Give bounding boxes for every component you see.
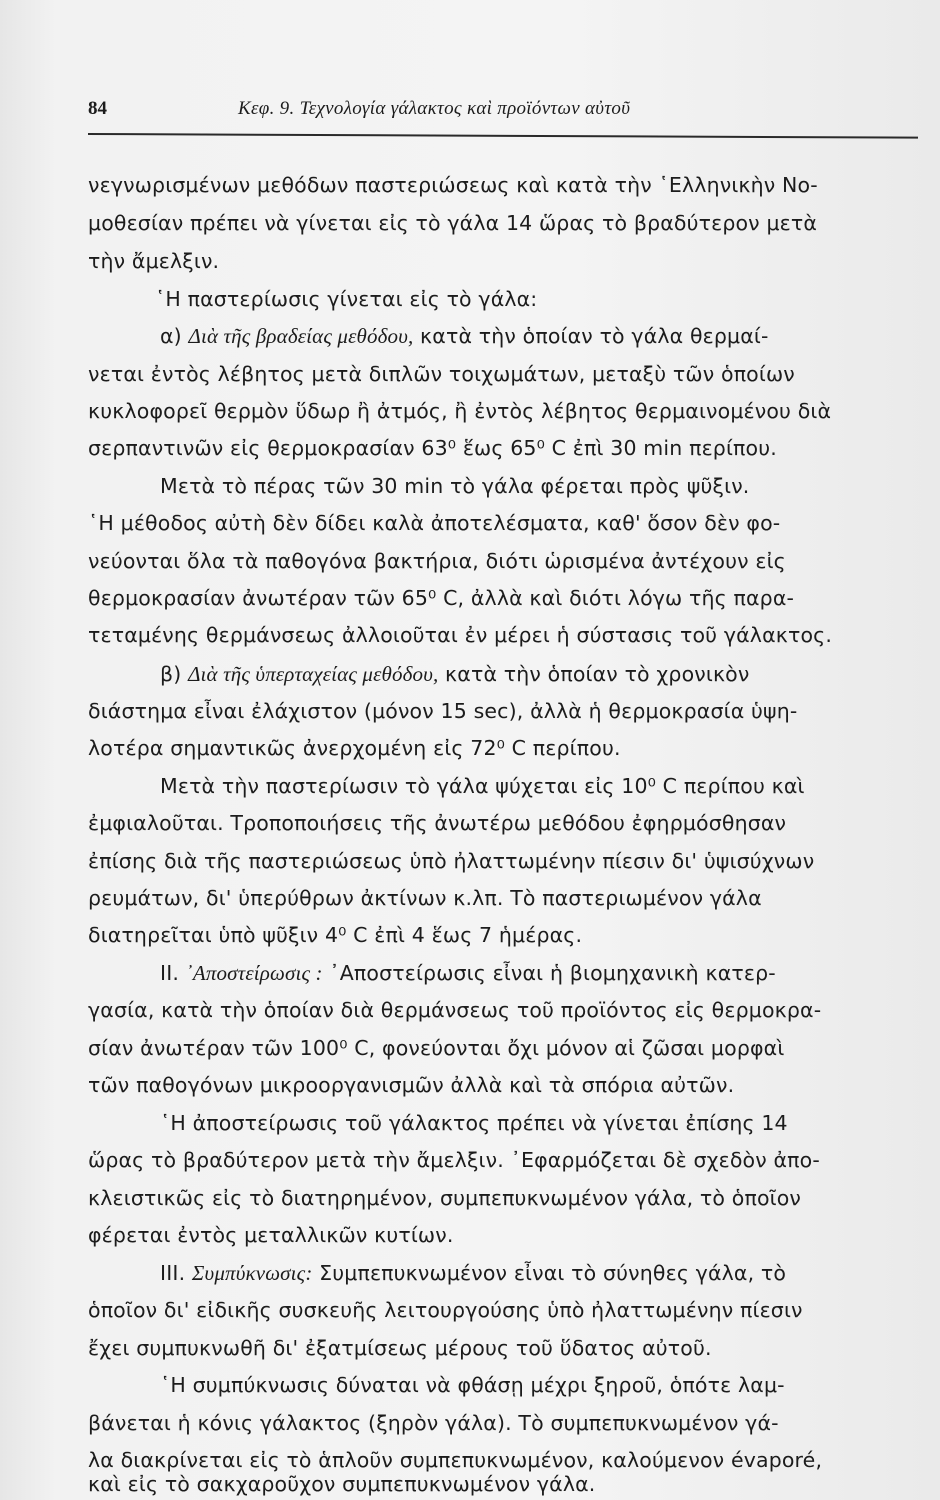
text-line: Μετὰ τὴν παστερίωσιν τὸ γάλα ψύχεται εἰς 10⁰ C περίπου καὶ xyxy=(160,774,805,798)
text-line: α) Διὰ τῆς βραδείας μεθόδου, κατὰ τὴν ὁποίαν τὸ γάλα θερμαί- xyxy=(160,324,769,348)
text-line: βάνεται ἡ κόνις γάλακτος (ξηρὸν γάλα). Τὸ συμπεπυκνωμένον γά- xyxy=(88,1411,779,1435)
text-line: λα διακρίνεται εἰς τὸ ἁπλοῦν συμπεπυκνωμένον, καλούμενον évaporé, xyxy=(88,1448,823,1472)
text-line: β) Διὰ τῆς ὑπερταχείας μεθόδου, κατὰ τὴν ὁποίαν τὸ χρονικὸν xyxy=(160,662,750,686)
text-line: σίαν ἀνωτέραν τῶν 100⁰ C, φονεύονται ὄχι μόνον αἱ ζῶσαι μορφαὶ xyxy=(88,1036,785,1060)
text-line: ὥρας τὸ βραδύτερον μετὰ τὴν ἄμελξιν. ᾿Εφαρμόζεται δὲ σχεδὸν ἀπο- xyxy=(88,1148,820,1172)
text-line: ὁποῖον δι' εἰδικῆς συσκευῆς λειτουργούσης ὑπὸ ἠλαττωμένην πίεσιν xyxy=(88,1298,803,1322)
running-head: Κεφ. 9. Τεχνολογία γάλακτος καὶ προϊόντων αὐτοῦ xyxy=(238,98,631,119)
text-line: τεταμένης θερμάνσεως ἀλλοιοῦται ἐν μέρει ἡ σύστασις τοῦ γάλακτος. xyxy=(88,623,833,647)
text-line: ἐπίσης διὰ τῆς παστεριώσεως ὑπὸ ἠλαττωμένην πίεσιν δι' ὑψισύχνων xyxy=(88,849,815,873)
text-line: ῾Η ἀποστείρωσις τοῦ γάλακτος πρέπει νὰ γίνεται ἐπίσης 14 xyxy=(160,1111,788,1135)
text-line: καὶ εἰς τὸ σακχαροῦχον συμπεπυκνωμένον γάλα. xyxy=(88,1472,596,1496)
text-line: νεύονται ὅλα τὰ παθογόνα βακτήρια, διότι ὡρισμένα ἀντέχουν εἰς xyxy=(88,549,786,573)
header-rule xyxy=(88,133,918,139)
text-line: ἔχει συμπυκνωθῆ δι' ἐξατμίσεως μέρους τοῦ ὕδατος αὐτοῦ. xyxy=(88,1336,712,1360)
text-line: ἐμφιαλοῦται. Τροποποιήσεις τῆς ἀνωτέρω μεθόδου ἐφηρμόσθησαν xyxy=(88,811,787,835)
italic-heading: Διὰ τῆς βραδείας μεθόδου, xyxy=(188,324,414,348)
text-line: μοθεσίαν πρέπει νὰ γίνεται εἰς τὸ γάλα 14 ὥρας τὸ βραδύτερον μετὰ xyxy=(88,211,818,235)
text-line: φέρεται ἐντὸς μεταλλικῶν κυτίων. xyxy=(88,1223,454,1247)
text-line: θερμοκρασίαν ἀνωτέραν τῶν 65⁰ C, ἀλλὰ καὶ διότι λόγω τῆς παρα- xyxy=(88,586,795,610)
text-line: σερπαντινῶν εἰς θερμοκρασίαν 63⁰ ἕως 65⁰ C ἐπὶ 30 min περίπου. xyxy=(88,436,777,460)
italic-heading: Συμπύκνωσις: xyxy=(191,1261,313,1285)
text-line: ῾Η συμπύκνωσις δύναται νὰ φθάσῃ μέχρι ξηροῦ, ὁπότε λαμ- xyxy=(160,1373,785,1397)
page-header xyxy=(88,98,920,128)
text-line: διατηρεῖται ὑπὸ ψῦξιν 4⁰ C ἐπὶ 4 ἕως 7 ἡμέρας. xyxy=(88,923,583,947)
text-line: κλειστικῶς εἰς τὸ διατηρημένον, συμπεπυκνωμένον γάλα, τὸ ὁποῖον xyxy=(88,1186,802,1210)
text-line: τῶν παθογόνων μικροοργανισμῶν ἀλλὰ καὶ τὰ σπόρια αὐτῶν. xyxy=(88,1073,735,1097)
text-line: ῾Η παστερίωσις γίνεται εἰς τὸ γάλα: xyxy=(155,287,538,311)
text-line: νεται ἐντὸς λέβητος μετὰ διπλῶν τοιχωμάτων, μεταξὺ τῶν ὁποίων xyxy=(88,362,795,386)
text-line: γασία, κατὰ τὴν ὁποίαν διὰ θερμάνσεως τοῦ προϊόντος εἰς θερμοκρα- xyxy=(88,998,822,1022)
italic-heading: Διὰ τῆς ὑπερταχείας μεθόδου, xyxy=(188,662,439,686)
italic-heading: ᾿Αποστείρωσις : xyxy=(185,961,323,985)
text-line: ῾Η μέθοδος αὐτὴ δὲν δίδει καλὰ ἀποτελέσματα, καθ' ὅσον δὲν φο- xyxy=(88,511,781,535)
page-number: 84 xyxy=(88,98,107,119)
text-line: λοτέρα σημαντικῶς ἀνερχομένη εἰς 72⁰ C περίπου. xyxy=(88,736,621,760)
text-line: νεγνωρισμένων μεθόδων παστεριώσεως καὶ κατὰ τὴν ῾Ελληνικὴν Νο- xyxy=(88,173,818,197)
text-line: κυκλοφορεῖ θερμὸν ὕδωρ ἢ ἀτμός, ἢ ἐντὸς λέβητος θερμαινομένου διὰ xyxy=(88,399,832,423)
text-line: II. ᾿Αποστείρωσις : ᾿Αποστείρωσις εἶναι ἡ βιομηχανικὴ κατερ- xyxy=(160,961,776,985)
text-line: ρευμάτων, δι' ὑπερύθρων ἀκτίνων κ.λπ. Τὸ παστεριωμένον γάλα xyxy=(88,886,762,910)
text-line: Μετὰ τὸ πέρας τῶν 30 min τὸ γάλα φέρεται πρὸς ψῦξιν. xyxy=(160,474,750,498)
text-line: διάστημα εἶναι ἐλάχιστον (μόνον 15 sec), ἀλλὰ ἡ θερμοκρασία ὑψη- xyxy=(88,699,798,723)
text-line: τὴν ἄμελξιν. xyxy=(88,249,220,273)
text-line: III. Συμπύκνωσις: Συμπεπυκνωμένον εἶναι τὸ σύνηθες γάλα, τὸ xyxy=(160,1261,787,1285)
